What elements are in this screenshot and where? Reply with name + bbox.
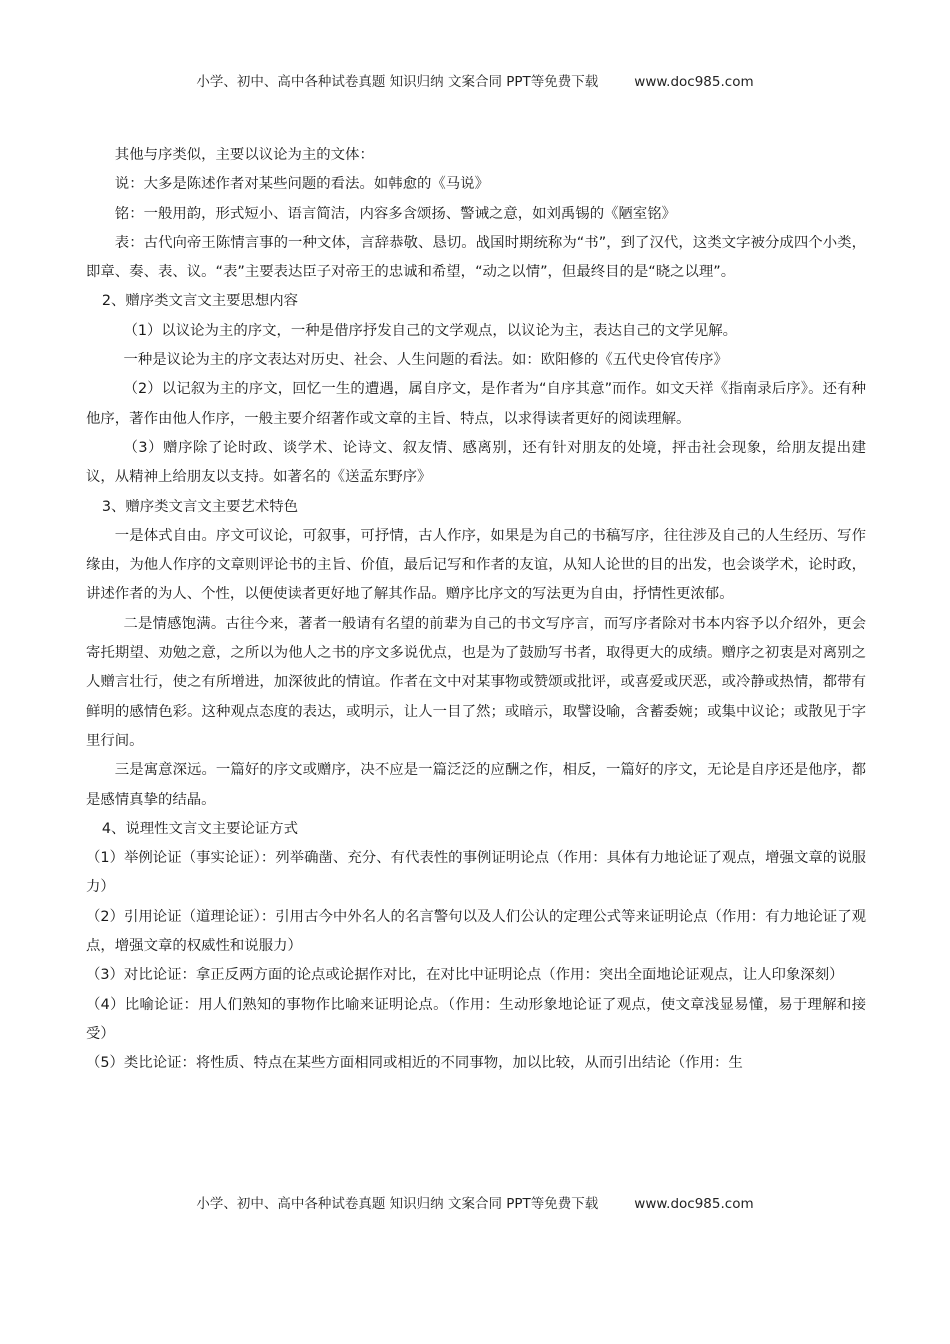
footer-site-link[interactable]: www.doc985.com xyxy=(634,1196,754,1212)
paragraph: 三是寓意深远。一篇好的序文或赠序，决不应是一篇泛泛的应酬之作，相反，一篇好的序文，无论是自序还是他序，都是感情真挚的结晶。 xyxy=(86,762,866,808)
paragraph: 铭：一般用韵，形式短小、语言简洁，内容多含颂扬、警诫之意，如刘禹锡的《陋室铭》 xyxy=(114,205,677,222)
paragraph: 一种是议论为主的序文表达对历史、社会、人生问题的看法。如：欧阳修的《五代史伶官传序》 xyxy=(123,352,728,369)
paragraph: 表：古代向帝王陈情言事的一种文体，言辞恭敬、恳切。战国时期统称为“书”，到了汉代，这类文字被分成四个小类，即章、奏、表、议。“表”主要表达臣子对帝王的忠诚和希望，“动之以情”，但最终目的是“晓之以理”。 xyxy=(86,234,866,281)
document-body xyxy=(86,141,866,1079)
paragraph: （1）举例论证（事实论证）：列举确凿、充分、有代表性的事例证明论点（作用：具体有力地论证了观点，增强文章的说服力） xyxy=(86,850,866,896)
header-text: 小学、初中、高中各种试卷真题 知识归纳 文案合同 PPT等免费下载 xyxy=(196,74,599,90)
paragraph: （1）以议论为主的序文，一种是借序抒发自己的文学观点，以议论为主，表达自己的文学见解。 xyxy=(123,322,738,339)
paragraph: 二是情感饱满。古往今来，著者一般请有名望的前辈为自己的书文写序言，而写序者除对书本内容予以介绍外，更会寄托期望、劝勉之意，之所以为他人之书的序文多说优点，也是为了鼓励写书者，取得更大的成绩。赠序之初衷是对离别之人赠言壮行，使之有所增进，加深彼此的情谊。作者在文中对某事物或赞颂或批评，或喜爱或厌恶，或冷静或热情，都带有鲜明的感情色彩。这种观点态度的表达，或明示，让人一目了然；或暗示，取譬设喻，含蓄委婉；或集中议论；或散见于字里行间。 xyxy=(86,615,866,749)
paragraph: 说：大多是陈述作者对某些问题的看法。如韩愈的《马说》 xyxy=(114,176,489,193)
header-site-link[interactable]: www.doc985.com xyxy=(634,74,754,90)
paragraph: （3）对比论证：拿正反两方面的论点或论据作对比，在对比中证明论点（作用：突出全面地论证观点，让人印象深刻） xyxy=(86,967,844,984)
section-heading: 3、赠序类文言文主要艺术特色 xyxy=(101,498,299,515)
paragraph: 其他与序类似，主要以议论为主的文体： xyxy=(114,147,374,163)
paragraph: 一是体式自由。序文可议论，可叙事，可抒情，古人作序，如果是为自己的书稿写序，往往涉及自己的人生经历、写作缘由，为他人作序的文章则评论书的主旨、价值，最后记写和作者的友谊，从知人论世的目的出发，也会谈学术，论时政，讲述作者的为人、个性，以便使读者更好地了解其作品。赠序比序文的写法更为自由，抒情性更浓郁。 xyxy=(86,527,866,603)
paragraph: （3）赠序除了论时政、谈学术、论诗文、叙友情、感离别，还有针对朋友的处境，抨击社会现象，给朋友提出建议，从精神上给朋友以支持。如著名的《送孟东野序》 xyxy=(86,439,866,486)
paragraph: （2）引用论证（道理论证）：引用古今中外名人的名言警句以及人们公认的定理公式等来证明论点（作用：有力地论证了观点，增强文章的权威性和说服力） xyxy=(86,908,866,955)
section-heading: 4、说理性文言文主要论证方式 xyxy=(101,820,299,837)
section-heading: 2、赠序类文言文主要思想内容 xyxy=(101,293,299,310)
paragraph: （5）类比论证：将性质、特点在某些方面相同或相近的不同事物，加以比较，从而引出结论（作用：生 xyxy=(86,1055,743,1072)
paragraph: （2）以记叙为主的序文，回忆一生的遭遇，属自序文，是作者为“自序其意”而作。如文天祥《指南录后序》。还有种他序，著作由他人作序，一般主要介绍著作或文章的主旨、特点，以求得读者更好的阅读理解。 xyxy=(86,381,866,427)
footer-text: 小学、初中、高中各种试卷真题 知识归纳 文案合同 PPT等免费下载 xyxy=(196,1196,599,1212)
paragraph: （4）比喻论证：用人们熟知的事物作比喻来证明论点。（作用：生动形象地论证了观点，使文章浅显易懂，易于理解和接受） xyxy=(86,996,866,1042)
page-footer xyxy=(0,1192,950,1212)
page-header xyxy=(0,70,950,90)
